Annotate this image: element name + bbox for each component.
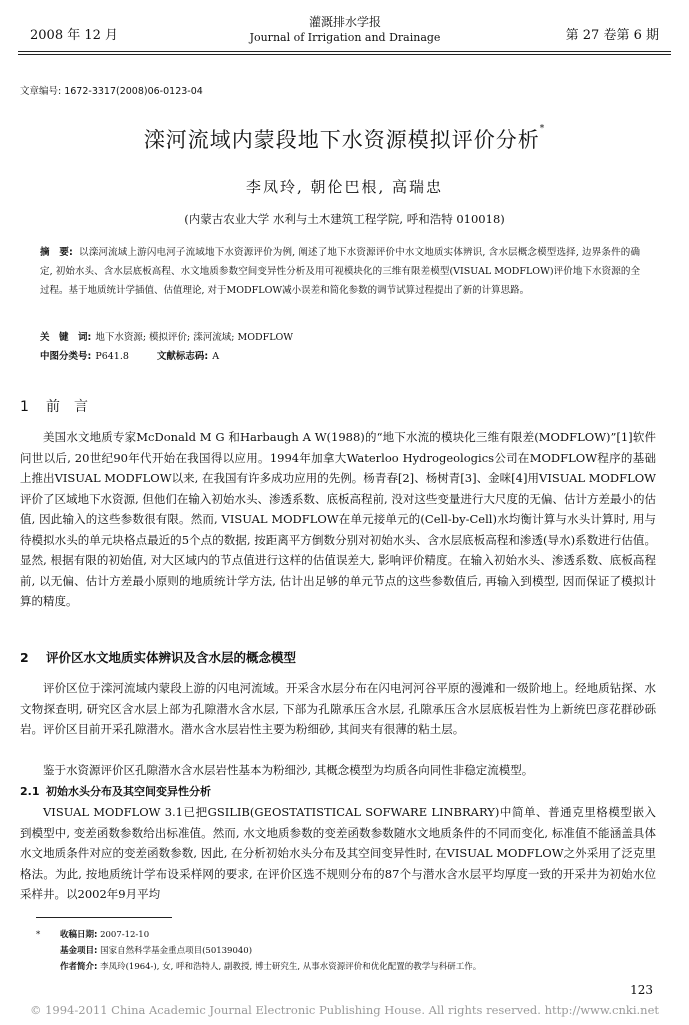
- subsection-heading-2-1: [20, 783, 211, 799]
- document-code-value: A: [212, 351, 220, 362]
- footnote: [36, 927, 656, 975]
- keywords-text: 地下水资源; 模拟评价; 滦河流域; MODFLOW: [95, 332, 294, 343]
- fund-label: 基金项目:: [60, 946, 98, 956]
- section-2-paragraph-1: 评价区位于滦河流域内蒙段上游的闪电河流域。开采含水层分布在闪电河河谷平原的漫滩和一级阶地上。经地质钻探、水文物探查明, 研究区含水层上部为孔隙潜水含水层, 下部为孔隙承压含水层, 孔隙承压含水层底板岩性为上新统巴彦花群砂砾岩。评价区目前开采孔隙潜水。潜水含水层岩性主要为粉细砂, 其间夹有很薄的粘土层。: [20, 681, 656, 736]
- classification: [40, 348, 219, 362]
- section-heading-1: [20, 396, 88, 416]
- title-footnote-mark: *: [539, 124, 546, 134]
- author-bio: 李凤玲(1964-), 女, 呼和浩特人, 副教授, 博士研究生, 从事水资源评价和优化配置的教学与科研工作。: [100, 962, 482, 972]
- abstract-label: 摘 要:: [40, 247, 73, 258]
- subsection-title: 初始水头分布及其空间变异性分析: [46, 785, 211, 798]
- header-date: 2008 年 12 月: [30, 28, 119, 43]
- footnote-received: [36, 927, 656, 943]
- footnote-rule: [36, 917, 172, 918]
- section-title: 前 言: [46, 399, 88, 415]
- section-number: 2: [20, 650, 29, 665]
- journal-name-cn: 灌溉排水学报: [308, 15, 381, 29]
- article-number: 文章编号: 1672-3317(2008)06-0123-04: [20, 86, 203, 97]
- section-number: 1: [20, 399, 29, 415]
- header-volume: 第 27 卷第 6 期: [565, 28, 659, 43]
- author-label: 作者简介:: [60, 962, 98, 972]
- copyright-footer: © 1994-2011 China Academic Journal Electronic Publishing House. All rights reserved. http://www.cnki.net: [29, 1003, 660, 1017]
- section-2-paragraph-2: 鉴于水资源评价区孔隙潜水含水层岩性基本为粉细沙, 其概念模型为均质各向同性非稳定流模型。: [43, 763, 534, 777]
- journal-name: [200, 14, 490, 46]
- footnote-mark: *: [36, 930, 41, 940]
- page-number: 123: [630, 983, 653, 997]
- header-rule: [18, 51, 671, 52]
- authors: 李凤玲, 朝伦巴根, 高瑞忠: [245, 178, 444, 196]
- abstract: [40, 243, 640, 300]
- footnote-author: [36, 959, 656, 975]
- keywords: [40, 329, 293, 343]
- abstract-text: 以滦河流域上游闪电河子流域地下水资源评价为例, 阐述了地下水资源评价中水文地质实体辨识, 含水层概念模型选择, 边界条件的确定, 初始水头、含水层底板高程、水文地质参数空间变异性分析及用可视模块化的三维有限差模型(VISUAL MODFLOW)评价地下水资源的全过程。基于地质统计学插值、估值理论, 对于MODFLOW减小误差和简化参数的调节试算过程提出了新的计算思路。: [40, 247, 640, 296]
- keywords-label: 关 键 词:: [40, 332, 92, 343]
- document-code-label: 文献标志码:: [156, 351, 209, 362]
- classification-label: 中图分类号:: [40, 351, 92, 362]
- paper-title: [60, 124, 629, 154]
- subsection-2-1-paragraph: VISUAL MODFLOW 3.1已把GSILIB(GEOSTATISTICAL SOFWARE LINBRARY)中简单、普通克里格模型嵌入到模型中, 变差函数参数给出标准值。然而, 水文地质参数的变差函数参数随水文地质条件的不同而变化, 标准值不能涵盖具体水文地质条件对应的变差函数参数, 因此, 在分析初始水头分布及其空间变异性时, 在VISUAL MODFLOW之外采用了泛克里格法。为此, 按地质统计学布设采样网的要求, 在评价区选不规则分布的87个与潜水含水层平均厚度一致的开采井为初始水位采样井。以2002年9月平均: [20, 805, 656, 901]
- received-label: 收稿日期:: [60, 930, 98, 940]
- paper-title-text: 滦河流域内蒙段地下水资源模拟评价分析: [143, 128, 540, 152]
- header-rule-secondary: [18, 54, 671, 55]
- section-heading-2: [20, 648, 296, 666]
- section-title: 评价区水文地质实体辨识及含水层的概念模型: [46, 650, 297, 665]
- footnote-fund: [36, 943, 656, 959]
- journal-name-en: Journal of Irrigation and Drainage: [249, 31, 441, 44]
- subsection-number: 2.1: [20, 785, 40, 798]
- received-date: 2007-12-10: [100, 930, 150, 940]
- affiliation: (内蒙古农业大学 水利与土木建筑工程学院, 呼和浩特 010018): [184, 212, 505, 226]
- section-1-paragraph: 美国水文地质专家McDonald M G 和Harbaugh A W(1988)的“地下水流的模块化三维有限差(MODFLOW)”[1]软件问世以后, 20世纪90年代开始在我国得以应用。1994年加拿大Waterloo Hydrogeologics公司在MODFLOW程序的基础上推出VISUAL MODFLOW以来, 在我国有许多成功应用的先例。杨青春[2]、杨树青[3]、金咪[4]用VISUAL MODFLOW评价了区域地下水资源, 但他们在输入初始水头、渗透系数、底板高程前, 没对这些变量进行大尺度的无偏、估计方差最小的估值, 因此输入的这些参数很有限。然而, VISUAL MODFLOW在单元接单元的(Cell-by-Cell)水均衡计算与水头计算时, 用与待模拟水头的单元块格点最近的5个点的数据, 按距离平方倒数分别对初始水头、含水层底板高程和渗透(导水)系数进行估值。显然, 根据有限的初始值, 对大区域内的节点值进行这样的估值误差大, 影响评价精度。在输入初始水头、渗透系数、底板高程前, 以无偏、估计方差最小原则的地质统计学方法, 估计出足够的单元节点的这些参数值后, 再输入到模型, 因而保证了模拟计算的精度。: [20, 430, 656, 608]
- classification-value: P641.8: [95, 351, 129, 362]
- fund-text: 国家自然科学基金重点项目(50139040): [100, 946, 253, 956]
